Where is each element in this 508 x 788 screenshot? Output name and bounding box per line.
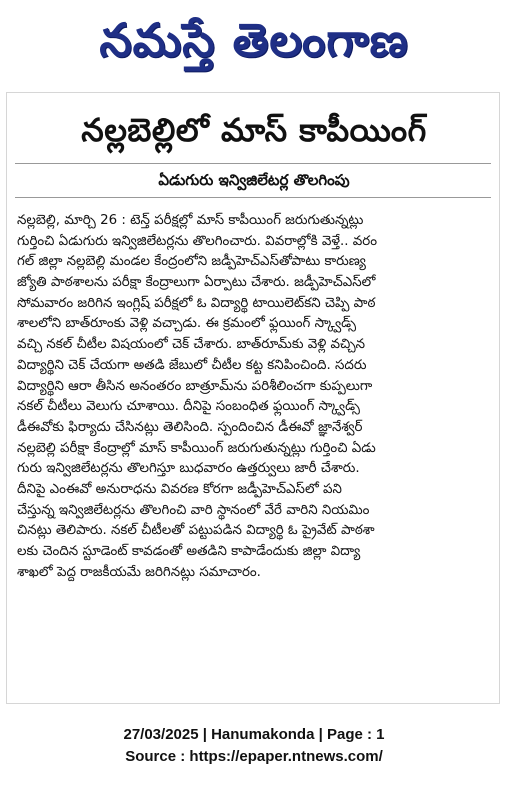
article-line: విద్యార్థిని ఆరా తీసిన అనంతరం బాత్రూమ్‌ను పరిశీలించగా కుప్పలుగా — [17, 378, 373, 394]
article-line: వచ్చి నకల్ చీటీల విషయంలో చెక్ చేశారు. బాత్‌రూమ్‌కు వెళ్లి వచ్చిన — [17, 337, 366, 353]
newspaper-masthead — [0, 0, 508, 80]
article-body — [17, 211, 493, 583]
article-line: శాలలోని బాత్‌రూంకు వెళ్లి వచ్చాడు. ఈ క్రమంలో ఫ్లయింగ్ స్క్వాడ్స్ — [17, 316, 357, 332]
article-line: విద్యార్థిని చెక్ చేయగా అతడి జేబులో చీటీల కట్ట కనిపించింది. సదరు — [17, 357, 367, 373]
masthead-title: నమస్తే తెలంగాణ — [99, 13, 409, 67]
article-line: గురు ఇన్విజిలేటర్లను తొలగిస్తూ బుధవారం ఉత్తర్వులు జారీ చేశారు. — [17, 461, 360, 477]
footer-source: Source : https://epaper.ntnews.com/ — [125, 748, 383, 765]
article-line: దీనిపై ఎంఈవో అనురాధను వివరణ కోరగా జడ్పీహెచ్ఎస్‌లో పని — [17, 481, 342, 497]
article-line: డీఈవోకు ఫిర్యాదు చేసినట్లు తెలిసింది. స్పందించిన డీఈవో జ్ఞానేశ్వర్ — [17, 419, 363, 435]
article-line: సోమవారం జరిగిన ఇంగ్లిష్ పరీక్షలో ఓ విద్యార్థి టాయిలెట్‌కని చెప్పి పాఠ — [17, 295, 376, 311]
subheadline-divider — [15, 197, 491, 198]
footer-date-edition: 27/03/2025 | Hanumakonda | Page : 1 — [123, 726, 385, 743]
article-line: చేస్తున్న ఇన్విజిలేటర్లను తొలగించి వారి స్థానంలో వేరే వారిని నియమిం — [17, 502, 370, 518]
article-line: లకు చెందిన స్టూడెంట్ కావడంతో అతడిని కాపాడేందుకు జిల్లా విద్యా — [17, 544, 361, 559]
article-clipping — [6, 92, 500, 704]
article-line: నకల్ చీటీలు వెలుగు చూశాయి. దీనిపై సంబంధిత ఫ్లయింగ్ స్క్వాడ్స్ — [17, 399, 360, 415]
article-line: చినట్లు తెలిపారు. నకల్ చీటీలతో పట్టుపడిన విద్యార్థి ఓ ప్రైవేట్ పాఠశా — [17, 523, 375, 539]
headline-divider — [15, 163, 491, 164]
article-line: నల్లబెల్లి పరీక్షా కేంద్రాల్లో మాస్ కాపీయింగ్ జరుగుతున్నట్లు గుర్తించి ఏడు — [17, 440, 376, 456]
article-line: గుర్తించి ఏడుగురు ఇన్విజిలేటర్లను తొలగించారు. వివరాల్లోకి వెళ్తే.. వరం — [17, 233, 378, 249]
article-line: నల్లబెల్లి, మార్చి 26 : టెన్త్ పరీక్షల్లో మాస్ కాపీయింగ్ జరుగుతున్నట్లు — [17, 213, 364, 228]
article-line: గల్ జిల్లా నల్లబెల్లి మండల కేంద్రంలోని జడ్పీహెచ్ఎస్‌తోపాటు కారుణ్య — [17, 254, 366, 270]
article-line: జ్యోతి పాఠశాలను పరీక్షా కేంద్రాలుగా ఏర్పాటు చేశారు. జడ్పీహెచ్ఎస్‌లో — [17, 275, 376, 291]
article-subheadline: ఏడుగురు ఇన్విజిలేటర్ల తొలగింపు — [158, 171, 350, 189]
article-line: శాఖలో పెద్ద రాజకీయమే జరిగినట్లు సమాచారం. — [17, 564, 261, 580]
article-headline: నల్లబెల్లిలో మాస్ కాపీయింగ్ — [81, 111, 427, 149]
